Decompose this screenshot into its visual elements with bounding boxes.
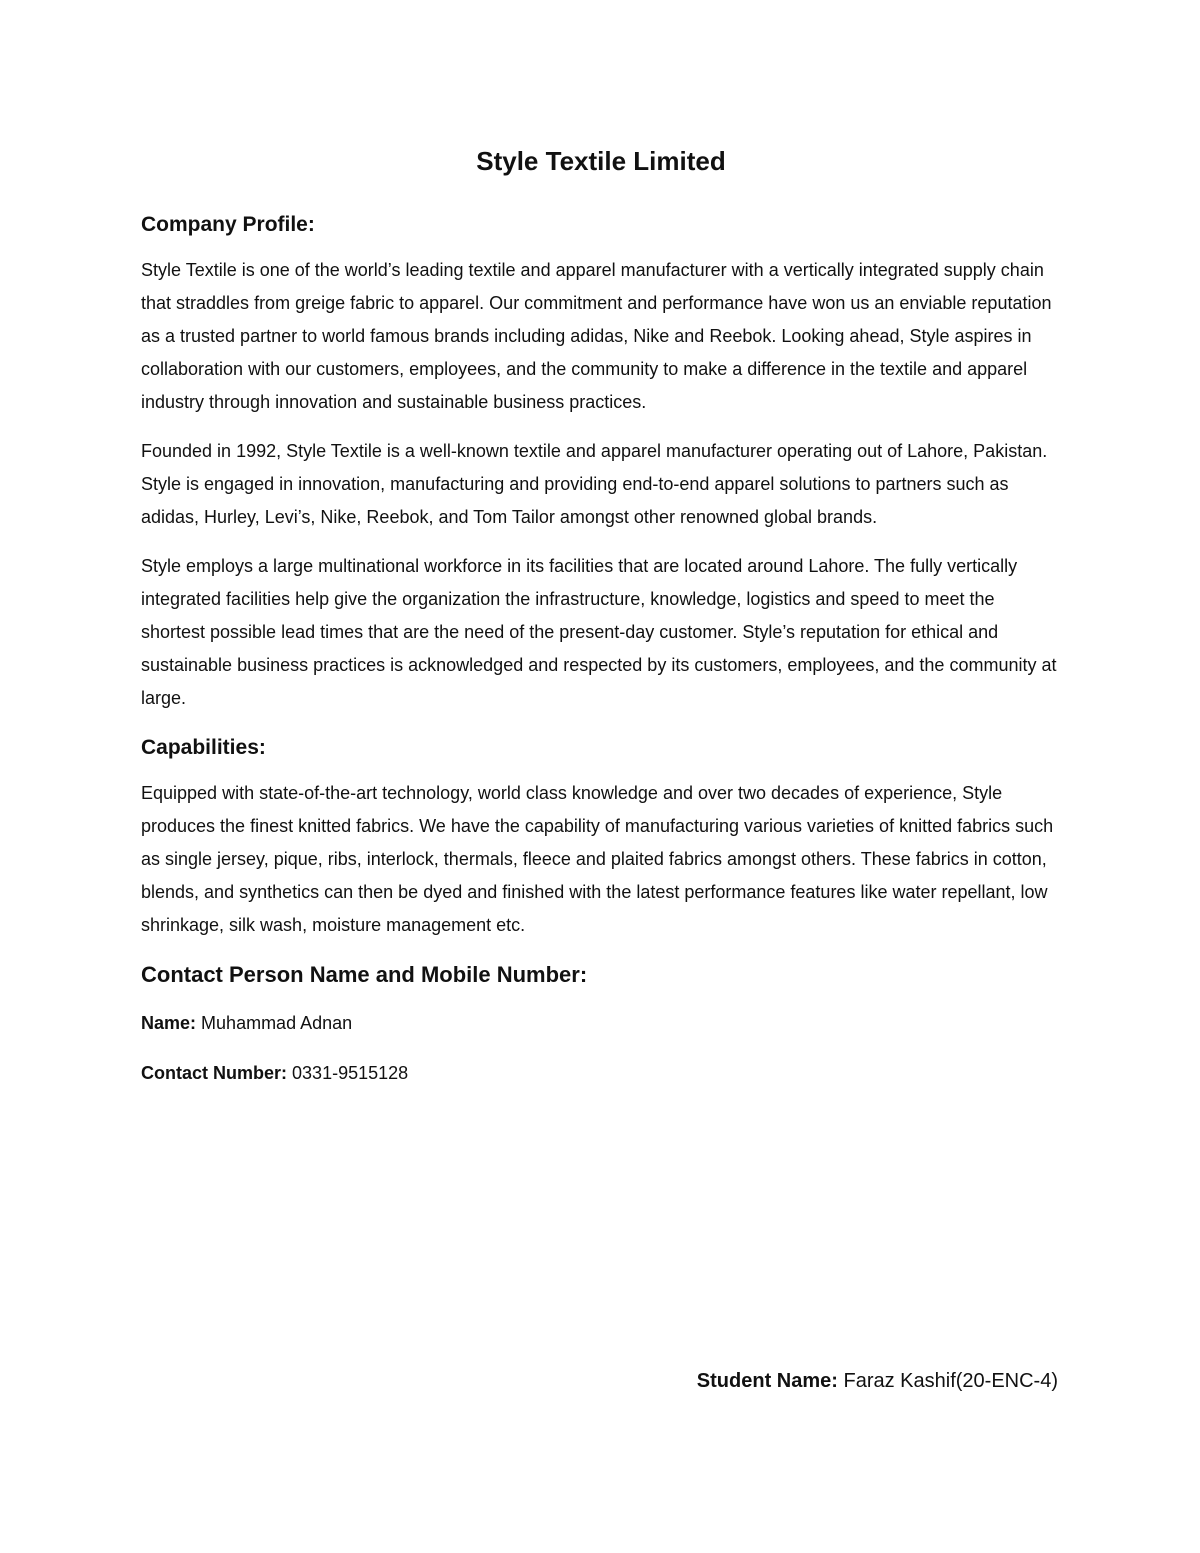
capabilities-paragraph: Equipped with state-of-the-art technology, world class knowledge and over two decades of experience, Style produces the finest knitted fabrics. We have the capability of manufacturing various varieties of knitted fabrics such as single jersey, pique, ribs, interlock, thermals, fleece and plaited fabrics amongst others. These fabrics in cotton, blends, and synthetics can then be dyed and finished with the latest performance features like water repellant, low shrinkage, silk wash, moisture management etc.	[141, 783, 1054, 935]
student-name-label: Student Name:	[696, 1370, 838, 1392]
document-content	[141, 140, 1061, 1108]
student-name-value: Faraz Kashif(20-ENC-4)	[843, 1370, 1058, 1392]
contact-name-line	[141, 1008, 1061, 1038]
contact-name-label: Name:	[141, 1013, 197, 1033]
student-name-line	[697, 1365, 1058, 1397]
company-profile-paragraph-3: Style employs a large multinational workforce in its facilities that are located around Lahore. The fully vertically integrated facilities help give the organization the infrastructure, knowledge, logistics and speed to meet the shortest possible lead times that are the need of the present-day customer. Style’s reputation for ethical and sustainable business practices is acknowledged and respected by its customers, employees, and the community at large.	[141, 556, 1057, 708]
contact-number-line	[141, 1058, 1061, 1088]
contact-number-label: Contact Number:	[141, 1063, 288, 1083]
contact-number-value: 0331-9515128	[292, 1063, 409, 1083]
company-profile-section	[141, 208, 1061, 715]
contact-section	[141, 958, 1061, 1088]
capabilities-heading: Capabilities:	[141, 736, 266, 759]
document-title: Style Textile Limited	[476, 146, 726, 176]
capabilities-section	[141, 731, 1061, 942]
company-profile-paragraph-2: Founded in 1992, Style Textile is a well-known textile and apparel manufacturer operating out of Lahore, Pakistan. Style is engaged in innovation, manufacturing and providing end-to-end apparel solutions to partners such as adidas, Hurley, Levi’s, Nike, Reebok, and Tom Tailor amongst other renowned global brands.	[141, 441, 1048, 527]
company-profile-heading: Company Profile:	[141, 213, 315, 236]
contact-heading: Contact Person Name and Mobile Number:	[141, 962, 588, 987]
contact-name-value: Muhammad Adnan	[201, 1013, 353, 1033]
company-profile-paragraph-1: Style Textile is one of the world’s leading textile and apparel manufacturer with a vertically integrated supply chain that straddles from greige fabric to apparel. Our commitment and performance have won us an enviable reputation as a trusted partner to world famous brands including adidas, Nike and Reebok. Looking ahead, Style aspires in collaboration with our customers, employees, and the community to make a difference in the textile and apparel industry through innovation and sustainable business practices.	[141, 260, 1052, 412]
